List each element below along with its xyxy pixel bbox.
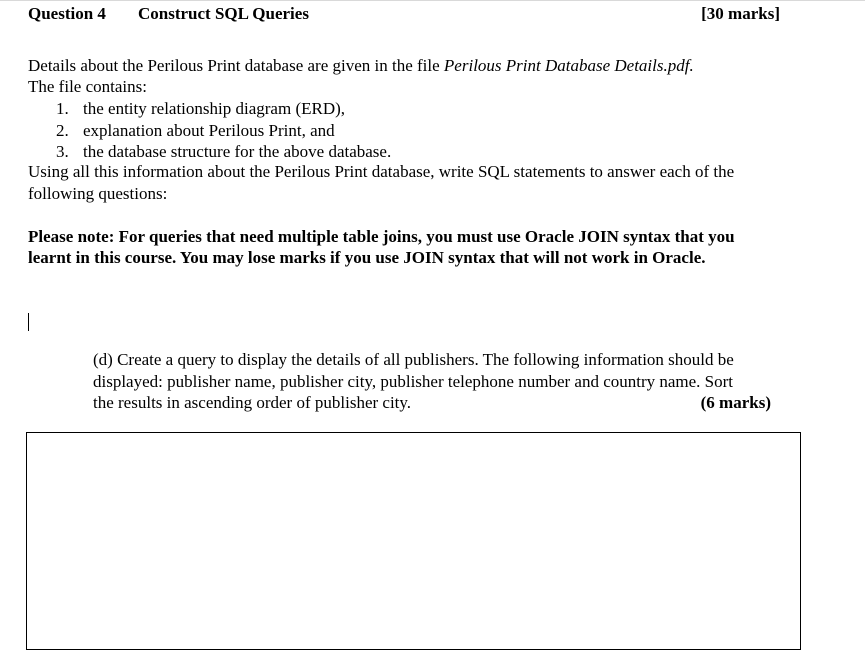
join-syntax-note	[28, 226, 818, 268]
question-number: Question 4	[28, 4, 106, 23]
question-header	[28, 4, 780, 24]
note-line-1: Please note: For queries that need multiple table joins, you must use Oracle JOIN syntax that you	[28, 227, 735, 246]
list-item	[56, 120, 391, 142]
intro-filename: Perilous Print Database Details.pdf.	[443, 56, 694, 75]
file-contents-list	[56, 98, 391, 163]
instructions-line-2: following questions:	[28, 184, 168, 203]
intro-line-2: The file contains:	[28, 77, 147, 96]
list-item-text: explanation about Perilous Print, and	[83, 120, 335, 140]
question-d-marks: (6 marks)	[700, 393, 771, 412]
intro-text: Details about the Perilous Print database are given in the file	[28, 56, 444, 75]
intro-line-1	[28, 55, 694, 76]
question-title: Construct SQL Queries	[138, 4, 309, 23]
total-marks: [30 marks]	[701, 4, 780, 23]
question-d-line-2: displayed: publisher name, publisher city, publisher telephone number and country name. Sort	[93, 371, 734, 391]
question-d	[93, 349, 793, 414]
note-line-2: learnt in this course. You may lose marks if you use JOIN syntax that will not work in Oracle.	[28, 248, 706, 267]
text-cursor	[28, 313, 29, 331]
list-item-number: 2.	[56, 120, 69, 140]
instructions-line-1: Using all this information about the Perilous Print database, write SQL statements to answer each of the	[28, 162, 735, 181]
answer-box[interactable]	[26, 432, 801, 650]
list-item-number: 1.	[56, 99, 69, 118]
list-item-number: 3.	[56, 142, 69, 161]
list-item	[56, 141, 391, 163]
question-d-line-3: the results in ascending order of publisher city.	[93, 393, 412, 412]
top-rule	[0, 0, 865, 1]
list-item-text: the database structure for the above database.	[83, 142, 392, 161]
list-item	[56, 98, 391, 120]
list-item-text: the entity relationship diagram (ERD),	[83, 99, 346, 118]
question-d-line-1: (d) Create a query to display the details of all publishers. The following information should be	[93, 350, 734, 369]
